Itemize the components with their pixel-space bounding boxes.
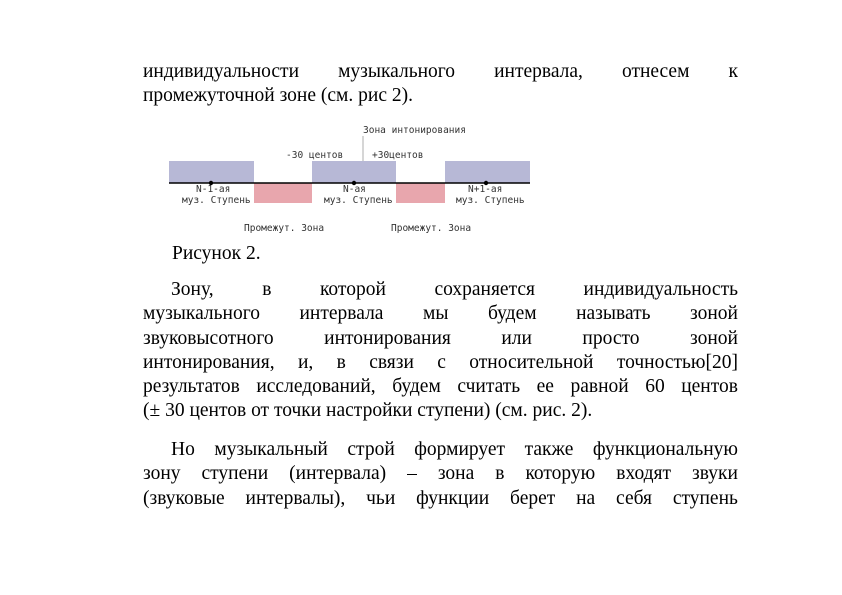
step-left-line2: муз. Ступень: [182, 195, 251, 206]
text-line: музыкального интервала мы будем называть зоной: [143, 303, 738, 325]
text-line: (± 30 центов от точки настройки ступени) (см. рис. 2).: [143, 400, 593, 422]
intonation-zone-diagram: [160, 120, 540, 240]
step-zone-center: [312, 161, 396, 183]
paragraph-3: [143, 438, 738, 511]
intermediate-zone-right-label: Промежут. Зона: [391, 223, 472, 234]
intermediate-zone-left: [254, 183, 312, 203]
figure-2: [160, 120, 540, 240]
step-zone-left: [169, 161, 254, 183]
step-center-line2: муз. Ступень: [324, 195, 393, 206]
text-line: промежуточной зоне (см. рис 2).: [143, 85, 413, 107]
text-line: (звуковые интервалы), чьи функции берет на себя ступень: [143, 487, 738, 509]
text-line: индивидуальности музыкального интервала, отнесем к: [143, 61, 738, 82]
text-line: Зону, в которой сохраняется индивидуальность: [171, 279, 738, 300]
intermediate-zone-right: [396, 183, 445, 203]
text-line: звуковысотного интонирования или просто зоной: [143, 327, 738, 349]
step-zone-right: [445, 161, 530, 183]
step-left-line1: N-1-ая: [196, 184, 231, 195]
text-line: Но музыкальный строй формирует также функциональную: [171, 439, 738, 460]
plus-30-label: +30центов: [372, 150, 424, 161]
step-right-line1: N+1-ая: [468, 184, 503, 195]
paragraph-2: [143, 278, 738, 424]
step-center-line1: N-ая: [343, 184, 366, 195]
paragraph-1: [143, 60, 738, 109]
figure-caption: Рисунок 2.: [172, 243, 261, 264]
text-line: интонирования, и, в связи с относительной точностью[20]: [143, 351, 738, 373]
step-right-line2: муз. Ступень: [456, 195, 525, 206]
text-line: результатов исследований, будем считать ее равной 60 центов: [143, 376, 738, 398]
intermediate-zone-left-label: Промежут. Зона: [244, 223, 325, 234]
zone-label: Зона интонирования: [363, 125, 466, 136]
text-line: зону ступени (интервала) – зона в которую входят звуки: [143, 463, 738, 485]
minus-30-label: -30 центов: [286, 150, 344, 161]
